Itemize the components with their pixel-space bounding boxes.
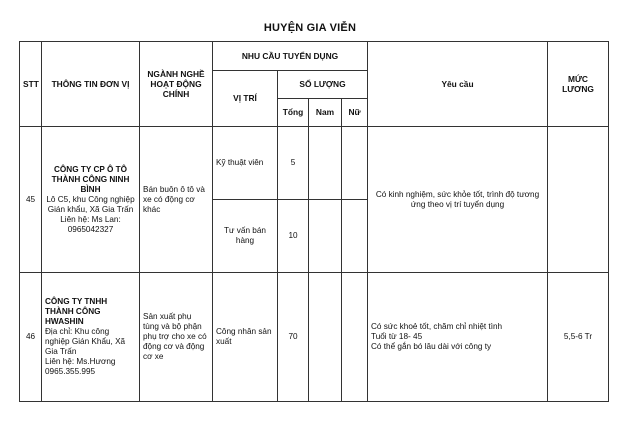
table-row: [20, 127, 609, 200]
header-male: Nam: [309, 99, 342, 127]
header-quantity: SỐ LƯỢNG: [278, 71, 368, 99]
page-title: HUYỆN GIA VIỄN: [263, 22, 357, 34]
recruitment-table: [19, 41, 609, 402]
header-requirements: Yêu cầu: [368, 42, 548, 127]
header-position: VỊ TRÍ: [213, 71, 278, 127]
header-salary-line-2: LƯƠNG: [562, 84, 594, 94]
requirements-cell: [368, 273, 548, 402]
row-stt: 45: [20, 127, 42, 273]
male-cell: [309, 273, 342, 402]
header-industry-line-3: CHÍNH: [162, 89, 190, 100]
row-stt: 46: [20, 273, 42, 402]
male-cell: [309, 200, 342, 273]
female-cell: [342, 200, 368, 273]
org-name: CÔNG TY TNHH THÀNH CÔNG HWASHIN: [45, 297, 108, 326]
header-female: Nữ: [342, 99, 368, 127]
industry-cell: Bán buôn ô tô và xe có động cơ khác: [140, 127, 213, 273]
org-name: CÔNG TY CP Ô TÔ THÀNH CÔNG NINH BÌNH: [51, 164, 130, 194]
total-cell: 5: [278, 127, 309, 200]
header-industry: [140, 42, 213, 127]
requirement-line: Có sức khoẻ tốt, chăm chỉ nhiệt tình: [371, 322, 503, 331]
org-contact: Liên hệ: Ms Lan:: [60, 214, 121, 224]
female-cell: [342, 127, 368, 200]
header-stt: STT: [20, 42, 42, 127]
header-demand: NHU CẦU TUYỂN DỤNG: [213, 42, 368, 71]
total-cell: 10: [278, 200, 309, 273]
position-cell: Kỹ thuật viên: [213, 127, 278, 200]
org-address: Lô C5, khu Công nghiệp Gián khẩu, Xã Gia Trấn: [46, 194, 135, 214]
org-phone: 0965.355.995: [45, 367, 96, 376]
total-cell: 70: [278, 273, 309, 402]
requirement-line: Có thể gắn bó lâu dài với công ty: [371, 342, 492, 351]
requirement-line: Tuổi từ 18- 45: [371, 332, 423, 341]
header-industry-line-1: NGÀNH NGHỀ: [147, 68, 205, 79]
header-total: Tổng: [278, 99, 309, 127]
salary-cell: 5,5-6 Tr: [548, 273, 609, 402]
header-salary: [548, 42, 609, 127]
org-info-cell: [42, 127, 140, 273]
org-contact: Liên hệ: Ms.Hương: [45, 357, 116, 366]
position-cell: Tư vấn bán hàng: [213, 200, 278, 273]
org-address: Địa chỉ: Khu công nghiệp Gián Khẩu, Xã Gia Trấn: [45, 327, 126, 356]
header-salary-line-1: MỨC: [568, 73, 588, 84]
header-industry-line-2: HOẠT ĐỘNG: [150, 78, 202, 89]
header-info: THÔNG TIN ĐƠN VỊ: [42, 42, 140, 127]
table-row: [20, 273, 609, 402]
org-info-cell: [42, 273, 140, 402]
female-cell: [342, 273, 368, 402]
salary-cell: [548, 127, 609, 273]
industry-cell: Sản xuất phụ tùng và bộ phận phụ trợ cho xe có động cơ và động cơ xe: [140, 273, 213, 402]
male-cell: [309, 127, 342, 200]
org-phone: 0965042327: [67, 224, 114, 234]
requirements-cell: Có kinh nghiệm, sức khỏe tốt, trình độ tương ứng theo vị trí tuyển dụng: [368, 127, 548, 273]
position-cell: Công nhân sản xuất: [213, 273, 278, 402]
